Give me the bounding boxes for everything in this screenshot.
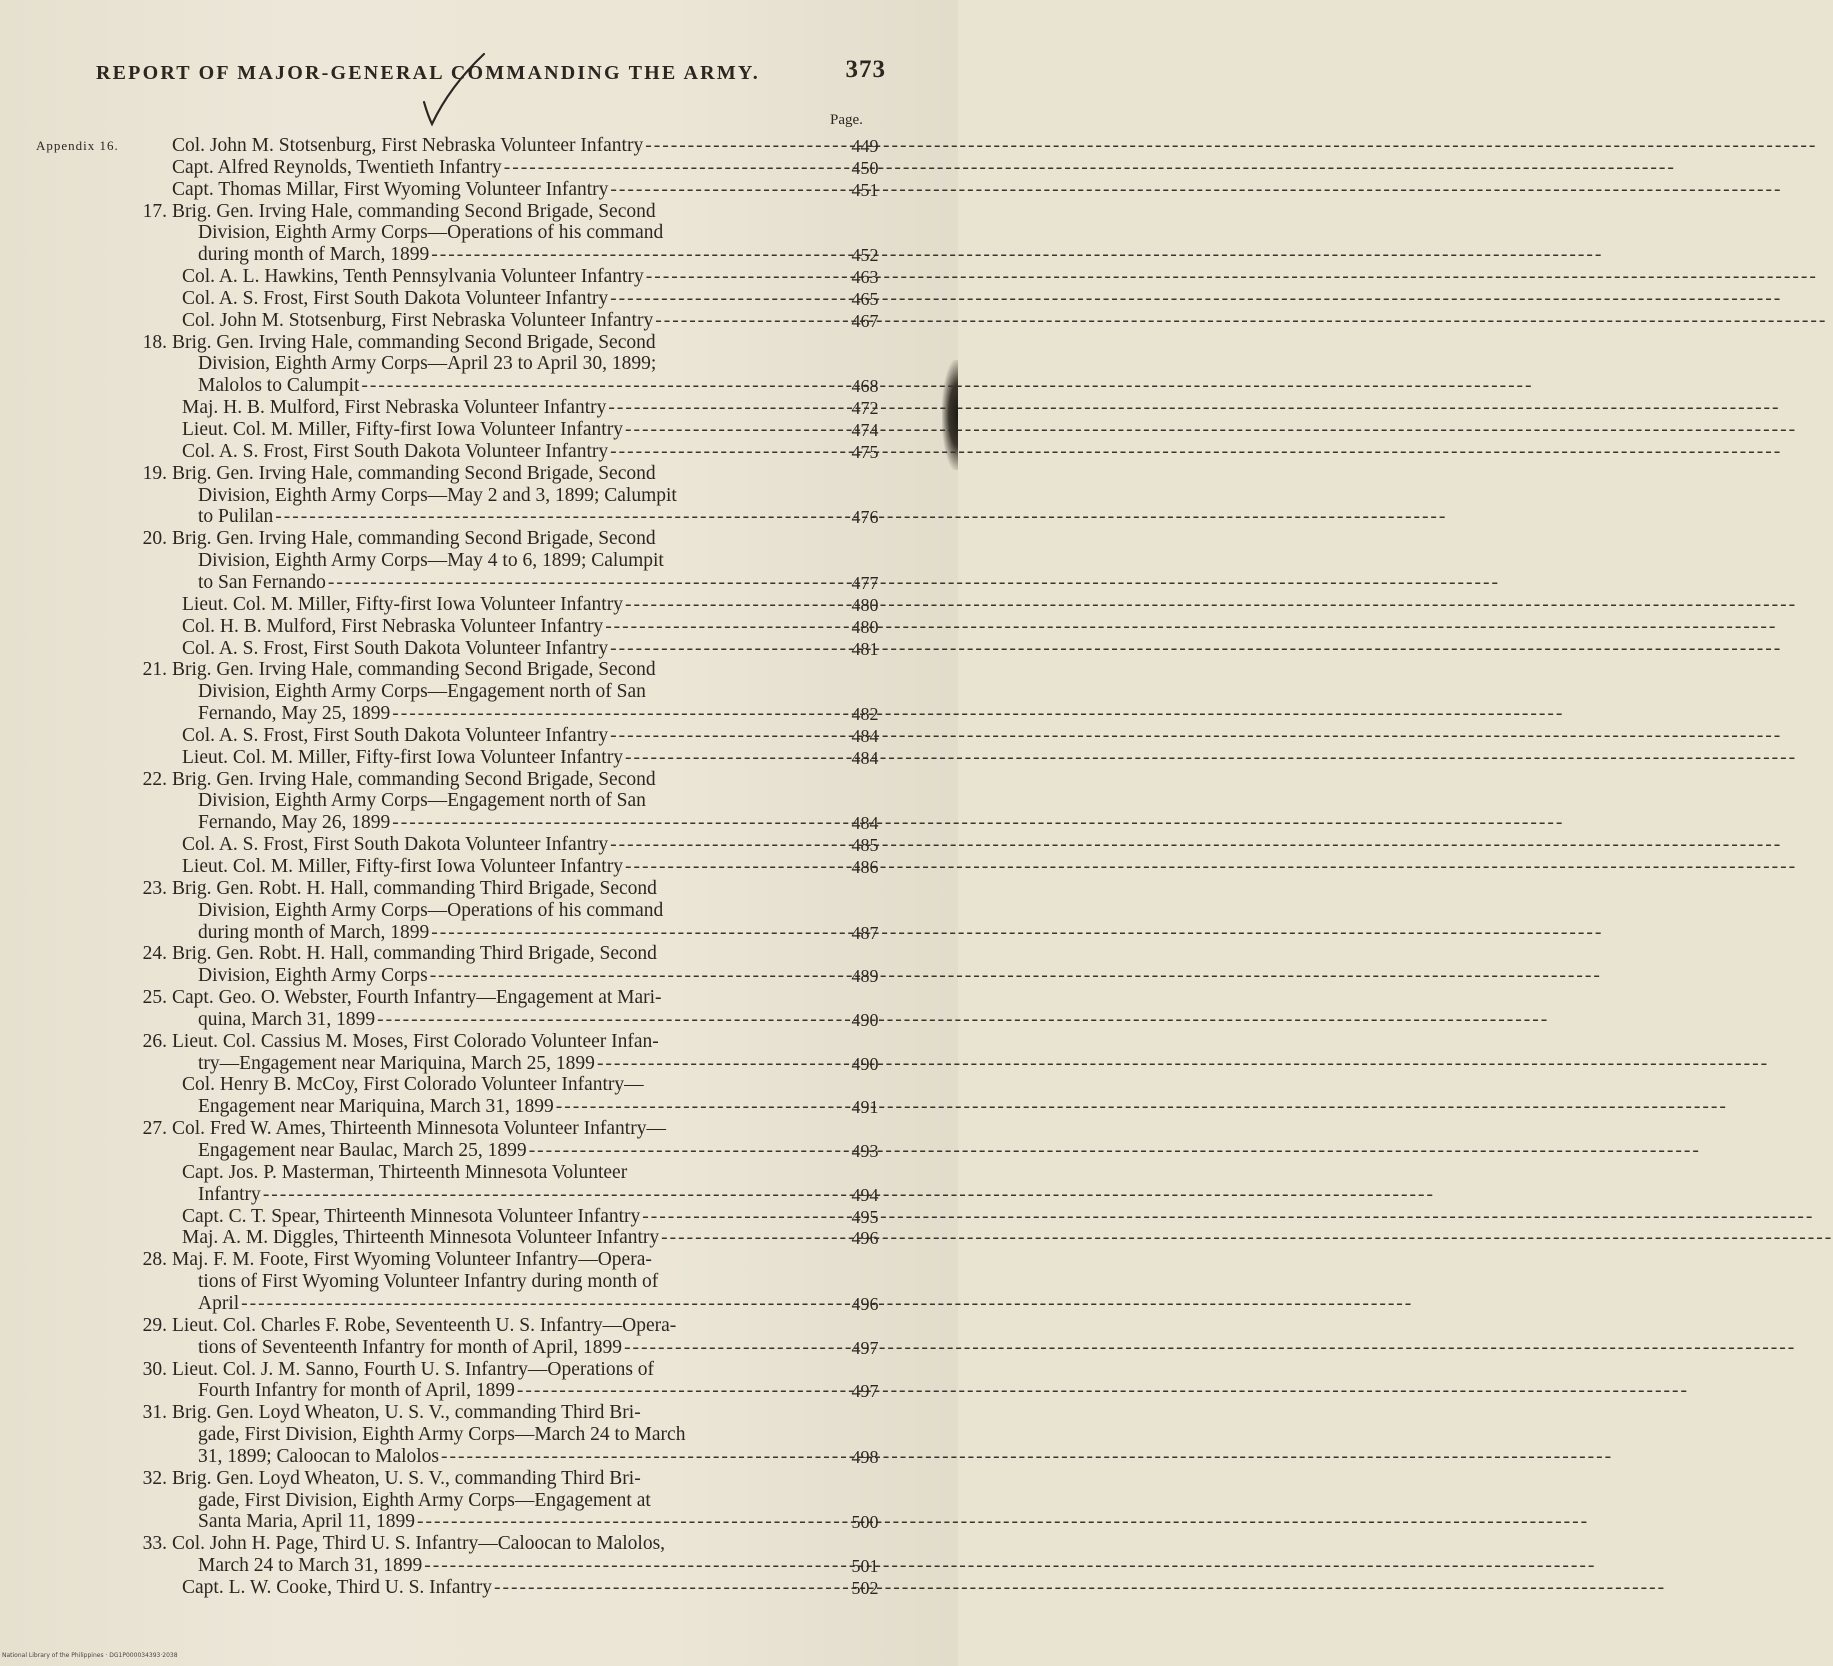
- toc-line: [198, 790, 815, 812]
- toc-page-number: 493: [851, 1141, 879, 1162]
- toc-entry-text: Col. A. S. Frost, First South Dakota Volunteer Infantry: [182, 724, 609, 746]
- toc-entry-text: Brig. Gen. Robt. H. Hall, commanding Third Brigade, Second: [172, 877, 657, 899]
- toc-entry-text: Division, Eighth Army Corps—May 2 and 3, 1899; Calumpit: [198, 484, 677, 506]
- toc-line: [198, 550, 815, 572]
- dot-leader: [430, 965, 1602, 987]
- toc-line: [182, 397, 815, 419]
- toc-line: [182, 1577, 815, 1599]
- toc-entry-text: March 24 to March 31, 1899: [198, 1555, 423, 1577]
- entry-number: 33.: [142, 1533, 167, 1555]
- toc-entry-text: try—Engagement near Mariquina, March 25, 1899: [198, 1052, 595, 1074]
- toc-page-number: 474: [851, 420, 879, 441]
- toc-line: [198, 900, 815, 922]
- toc-entry-text: Brig. Gen. Irving Hale, commanding Second Brigade, Second: [172, 462, 656, 484]
- toc-line: [172, 1359, 815, 1381]
- toc-line: [182, 266, 815, 288]
- toc-line: [198, 485, 815, 507]
- toc-line: [198, 1184, 815, 1206]
- toc-entry-text: Infantry: [198, 1183, 261, 1205]
- toc-entry-text: Fourth Infantry for month of April, 1899: [198, 1380, 515, 1402]
- toc-page-number: 494: [851, 1184, 879, 1205]
- toc-entry-text: Col. H. B. Mulford, First Nebraska Volunteer Infantry: [182, 615, 604, 637]
- toc-line: [182, 594, 815, 616]
- toc-entry-text: Lieut. Col. M. Miller, Fifty-first Iowa Volunteer Infantry: [182, 419, 623, 441]
- toc-page-number: 484: [851, 813, 879, 834]
- entry-number: 32.: [142, 1467, 167, 1489]
- toc-line: [172, 1031, 815, 1053]
- dot-leader: [655, 310, 1827, 332]
- toc-line: [198, 353, 815, 375]
- page-column-label: Page.: [830, 112, 863, 128]
- toc-line: [172, 135, 815, 157]
- toc-line: [182, 1162, 815, 1184]
- entry-number: 19.: [142, 462, 167, 484]
- toc-entry-text: Lieut. Col. M. Miller, Fifty-first Iowa Volunteer Infantry: [182, 856, 623, 877]
- entry-number: 17.: [142, 200, 167, 222]
- dot-leader: [610, 441, 1782, 463]
- toc-entry-text: Col. John M. Stotsenburg, First Nebraska Volunteer Infantry: [182, 309, 654, 331]
- toc-line: [182, 1206, 815, 1228]
- toc-page-number: 481: [851, 638, 879, 659]
- dot-leader: [424, 1555, 1596, 1577]
- toc-entry-text: April: [198, 1292, 240, 1314]
- entry-number: 31.: [142, 1402, 167, 1424]
- toc-line: [172, 878, 815, 900]
- toc-entry-text: Engagement near Baulac, March 25, 1899: [198, 1140, 527, 1162]
- entry-number: 27.: [142, 1118, 167, 1140]
- dot-leader: [625, 594, 1797, 616]
- toc-page-number: 477: [851, 572, 879, 593]
- toc-page-number: 450: [851, 157, 879, 178]
- toc-entry-text: Col. A. L. Hawkins, Tenth Pennsylvania Volunteer Infantry: [182, 266, 644, 288]
- toc-entry-text: Col. Fred W. Ames, Thirteenth Minnesota Volunteer Infantry—: [172, 1118, 666, 1140]
- dot-leader: [625, 747, 1797, 769]
- toc-entry-text: Brig. Gen. Irving Hale, commanding Second Brigade, Second: [172, 659, 656, 681]
- toc-line: [198, 812, 815, 834]
- toc-page-number: 449: [851, 136, 879, 156]
- toc-entry-text: Capt. Geo. O. Webster, Fourth Infantry—Engagement at Mari-: [172, 987, 662, 1009]
- toc-entry-text: Capt. L. W. Cooke, Third U. S. Infantry: [182, 1577, 492, 1598]
- dot-leader: [494, 1577, 1666, 1599]
- toc-entry-text: Fernando, May 25, 1899: [198, 703, 391, 725]
- toc-page-number: 497: [851, 1337, 879, 1358]
- dot-leader: [642, 1206, 1814, 1228]
- toc-line: [172, 1315, 815, 1337]
- toc-line: [172, 943, 815, 965]
- toc-line: [198, 1337, 815, 1359]
- toc-entry-text: Brig. Gen. Irving Hale, commanding Second Brigade, Second: [172, 200, 656, 222]
- toc-entry-text: Division, Eighth Army Corps—Engagement north of San: [198, 790, 646, 812]
- toc-entry-text: Col. A. S. Frost, First South Dakota Volunteer Infantry: [182, 637, 609, 659]
- toc-entry-text: Brig. Gen. Irving Hale, commanding Second Brigade, Second: [172, 331, 656, 353]
- dot-leader: [597, 1053, 1769, 1075]
- toc-line: [172, 987, 815, 1009]
- toc-page-number: 489: [851, 966, 879, 987]
- toc-page-number: 463: [851, 267, 879, 288]
- toc-page-number: 502: [851, 1578, 879, 1598]
- dot-leader: [529, 1140, 1701, 1162]
- toc-entry-text: Maj. F. M. Foote, First Wyoming Volunteer Infantry—Opera-: [172, 1249, 652, 1271]
- toc-line: [182, 1074, 815, 1096]
- appendix-label: Appendix 16.: [36, 138, 119, 153]
- toc-page-number: 486: [851, 857, 879, 877]
- toc-entry-text: Maj. A. M. Diggles, Thirteenth Minnesota Volunteer Infantry: [182, 1227, 660, 1249]
- toc-entry-text: Malolos to Calumpit: [198, 375, 360, 397]
- toc-line: [182, 747, 815, 769]
- toc-page-number: 497: [851, 1381, 879, 1402]
- entry-number: 18.: [142, 331, 167, 353]
- toc-line: [198, 965, 815, 987]
- dot-leader: [625, 856, 1797, 878]
- toc-line: [198, 1293, 815, 1315]
- toc-line: [172, 332, 815, 354]
- toc-entry-text: Lieut. Col. M. Miller, Fifty-first Iowa Volunteer Infantry: [182, 593, 623, 615]
- toc-line: [172, 1402, 815, 1424]
- entry-number: 28.: [142, 1249, 167, 1271]
- toc-page-number: 501: [851, 1556, 879, 1577]
- toc-page-number: 452: [851, 245, 879, 266]
- toc-entry-text: to Pulilan: [198, 506, 274, 528]
- entry-number: 25.: [142, 987, 167, 1009]
- toc-line: [198, 572, 815, 594]
- toc-line: [182, 725, 815, 747]
- toc-page-number: 451: [851, 179, 879, 200]
- entry-number: 22.: [142, 768, 167, 790]
- toc-entry-text: quina, March 31, 1899: [198, 1008, 376, 1030]
- toc-page-number: 484: [851, 747, 879, 768]
- toc-entry-text: Maj. H. B. Mulford, First Nebraska Volunteer Infantry: [182, 397, 607, 419]
- toc-page-number: 498: [851, 1446, 879, 1467]
- toc-page-number: 480: [851, 616, 879, 637]
- toc-entry-text: Brig. Gen. Robt. H. Hall, commanding Third Brigade, Second: [172, 943, 657, 965]
- toc-page-number: 496: [851, 1228, 879, 1249]
- toc-line: [198, 1140, 815, 1162]
- dot-leader: [556, 1096, 1728, 1118]
- toc-line: [182, 310, 815, 332]
- toc-line: [198, 244, 815, 266]
- toc-entry-text: gade, First Division, Eighth Army Corps—Engagement at: [198, 1489, 651, 1511]
- toc-entry-text: tions of First Wyoming Volunteer Infantry during month of: [198, 1271, 659, 1293]
- toc-entry-text: Division, Eighth Army Corps—May 4 to 6, 1899; Calumpit: [198, 550, 664, 572]
- page-edge-shadow: [942, 360, 958, 470]
- toc-line: [198, 1424, 815, 1446]
- toc-entry-text: tions of Seventeenth Infantry for month of April, 1899: [198, 1336, 623, 1358]
- toc-line: [198, 922, 815, 944]
- toc-entry-text: Capt. Alfred Reynolds, Twentieth Infantry: [172, 156, 502, 178]
- toc-line: [172, 463, 815, 485]
- toc-entry-text: Brig. Gen. Loyd Wheaton, U. S. V., commanding Third Bri-: [172, 1402, 641, 1424]
- toc-line: [182, 419, 815, 441]
- toc-page-number: 484: [851, 725, 879, 746]
- dot-leader: [610, 725, 1782, 747]
- toc-entry-text: Lieut. Col. Charles F. Robe, Seventeenth U. S. Infantry—Opera-: [172, 1314, 677, 1336]
- toc-entry-text: Col. A. S. Frost, First South Dakota Volunteer Infantry: [182, 834, 609, 856]
- entry-number: 29.: [142, 1314, 167, 1336]
- toc-line: [198, 222, 815, 244]
- toc-line: [198, 1446, 815, 1468]
- dot-leader: [431, 922, 1603, 944]
- toc-line: [198, 1511, 815, 1533]
- dot-leader: [610, 834, 1782, 856]
- dot-leader: [610, 638, 1782, 660]
- toc-page-number: 468: [851, 376, 879, 397]
- entry-number: 24.: [142, 943, 167, 965]
- entry-number: 30.: [142, 1358, 167, 1380]
- toc-page-number: 495: [851, 1206, 879, 1227]
- toc-entry-text: Col. Henry B. McCoy, First Colorado Volunteer Infantry—: [182, 1074, 644, 1096]
- toc-entry-text: Capt. C. T. Spear, Thirteenth Minnesota Volunteer Infantry: [182, 1205, 641, 1227]
- toc-line: [182, 834, 815, 856]
- toc-page-number: 465: [851, 288, 879, 309]
- toc-page-number: 500: [851, 1512, 879, 1533]
- toc-entry-text: Brig. Gen. Loyd Wheaton, U. S. V., commanding Third Bri-: [172, 1467, 641, 1489]
- toc-page-number: 480: [851, 594, 879, 615]
- dot-leader: [610, 288, 1782, 310]
- toc-line: [182, 1227, 815, 1249]
- toc-entry-text: to San Fernando: [198, 571, 326, 593]
- toc-entry-text: gade, First Division, Eighth Army Corps—March 24 to March: [198, 1424, 686, 1446]
- toc-line: [182, 616, 815, 638]
- dot-leader: [645, 135, 1817, 157]
- dot-leader: [610, 179, 1782, 201]
- toc-entry-text: Capt. Thomas Millar, First Wyoming Volunteer Infantry: [172, 178, 609, 200]
- dot-leader: [441, 1446, 1613, 1468]
- toc-entry-text: Division, Eighth Army Corps—Engagement north of San: [198, 681, 646, 703]
- toc-line: [172, 157, 815, 179]
- dot-leader: [417, 1511, 1589, 1533]
- toc-line: [198, 1096, 815, 1118]
- toc-line: [172, 1249, 815, 1271]
- toc-line: [198, 703, 815, 725]
- dot-leader: [625, 419, 1797, 441]
- dot-leader: [392, 703, 1564, 725]
- dot-leader: [377, 1009, 1549, 1031]
- toc-page-number: 490: [851, 1053, 879, 1074]
- toc-line: [172, 1533, 815, 1555]
- toc-line: [172, 769, 815, 791]
- toc-entry-text: Lieut. Col. J. M. Sanno, Fourth U. S. Infantry—Operations of: [172, 1358, 655, 1380]
- scan-credit: National Library of the Philippines · DG1P000034393·2038: [2, 1652, 178, 1659]
- toc-entry-text: Santa Maria, April 11, 1899: [198, 1511, 415, 1533]
- toc-entry-text: Brig. Gen. Irving Hale, commanding Second Brigade, Second: [172, 768, 656, 790]
- toc-entry-text: 31, 1899; Caloocan to Malolos: [198, 1445, 440, 1467]
- dot-leader: [328, 572, 1500, 594]
- toc-line: [198, 1380, 815, 1402]
- toc-entry-text: during month of March, 1899: [198, 244, 430, 266]
- toc-page-number: 491: [851, 1097, 879, 1118]
- toc-page-number: 487: [851, 922, 879, 943]
- dot-leader: [241, 1293, 1413, 1315]
- toc-line: [182, 856, 815, 878]
- toc-page-number: 472: [851, 398, 879, 419]
- toc-line: [182, 288, 815, 310]
- toc-page-number: 496: [851, 1293, 879, 1314]
- toc-page-number: 476: [851, 507, 879, 528]
- toc-page-number: 467: [851, 310, 879, 331]
- toc-entry-text: Division, Eighth Army Corps—April 23 to April 30, 1899;: [198, 353, 657, 375]
- toc-line: [182, 441, 815, 463]
- dot-leader: [605, 616, 1777, 638]
- entry-number: 21.: [142, 659, 167, 681]
- toc-line: [198, 1271, 815, 1293]
- toc-line: [172, 659, 815, 681]
- dot-leader: [661, 1227, 1833, 1249]
- dot-leader: [624, 1337, 1796, 1359]
- dot-leader: [392, 812, 1564, 834]
- toc-entry-text: Col. John H. Page, Third U. S. Infantry—Caloocan to Malolos,: [172, 1533, 666, 1555]
- toc-line: [198, 1490, 815, 1512]
- toc-page-number: 475: [851, 441, 879, 462]
- toc-entry-text: Brig. Gen. Irving Hale, commanding Second Brigade, Second: [172, 528, 656, 550]
- toc-entry-text: Col. A. S. Frost, First South Dakota Volunteer Infantry: [182, 287, 609, 309]
- toc-entry-text: Division, Eighth Army Corps—Operations of his command: [198, 899, 664, 921]
- toc-line: [198, 1053, 815, 1075]
- toc-page-number: 482: [851, 704, 879, 725]
- toc-line: [198, 506, 815, 528]
- dot-leader: [504, 157, 1676, 179]
- dot-leader: [517, 1380, 1689, 1402]
- toc-entry-text: Fernando, May 26, 1899: [198, 812, 391, 834]
- entry-number: 26.: [142, 1030, 167, 1052]
- toc-entry-text: Division, Eighth Army Corps—Operations of his command: [198, 222, 664, 244]
- toc-entry-text: Capt. Jos. P. Masterman, Thirteenth Minnesota Volunteer: [182, 1161, 628, 1183]
- entry-number: 23.: [142, 877, 167, 899]
- toc-entry-text: Col. John M. Stotsenburg, First Nebraska Volunteer Infantry: [172, 135, 644, 156]
- dot-leader: [431, 244, 1603, 266]
- toc-line: [198, 1009, 815, 1031]
- toc-line: [198, 681, 815, 703]
- toc-entry-text: Lieut. Col. M. Miller, Fifty-first Iowa Volunteer Infantry: [182, 746, 623, 768]
- toc-line: [172, 528, 815, 550]
- toc-line: [172, 201, 815, 223]
- entry-number: 20.: [142, 528, 167, 550]
- toc-line: [198, 375, 815, 397]
- dot-leader: [608, 397, 1780, 419]
- toc-line: [172, 1118, 815, 1140]
- toc-page-number: 490: [851, 1009, 879, 1030]
- toc-line: [198, 1555, 815, 1577]
- toc-line: [172, 1468, 815, 1490]
- toc-entry-text: Lieut. Col. Cassius M. Moses, First Colorado Volunteer Infan-: [172, 1030, 659, 1052]
- dot-leader: [646, 266, 1818, 288]
- header-page-number: 373: [845, 56, 886, 83]
- header-title: REPORT OF MAJOR-GENERAL COMMANDING THE ARMY.: [96, 62, 760, 84]
- toc-entry-text: during month of March, 1899: [198, 921, 430, 943]
- toc-entry-text: Col. A. S. Frost, First South Dakota Volunteer Infantry: [182, 440, 609, 462]
- toc-line: [172, 179, 815, 201]
- toc-entry-text: Division, Eighth Army Corps: [198, 965, 428, 987]
- toc-entry-text: Engagement near Mariquina, March 31, 1899: [198, 1096, 554, 1118]
- toc-line: [182, 638, 815, 660]
- toc-page-number: 485: [851, 835, 879, 856]
